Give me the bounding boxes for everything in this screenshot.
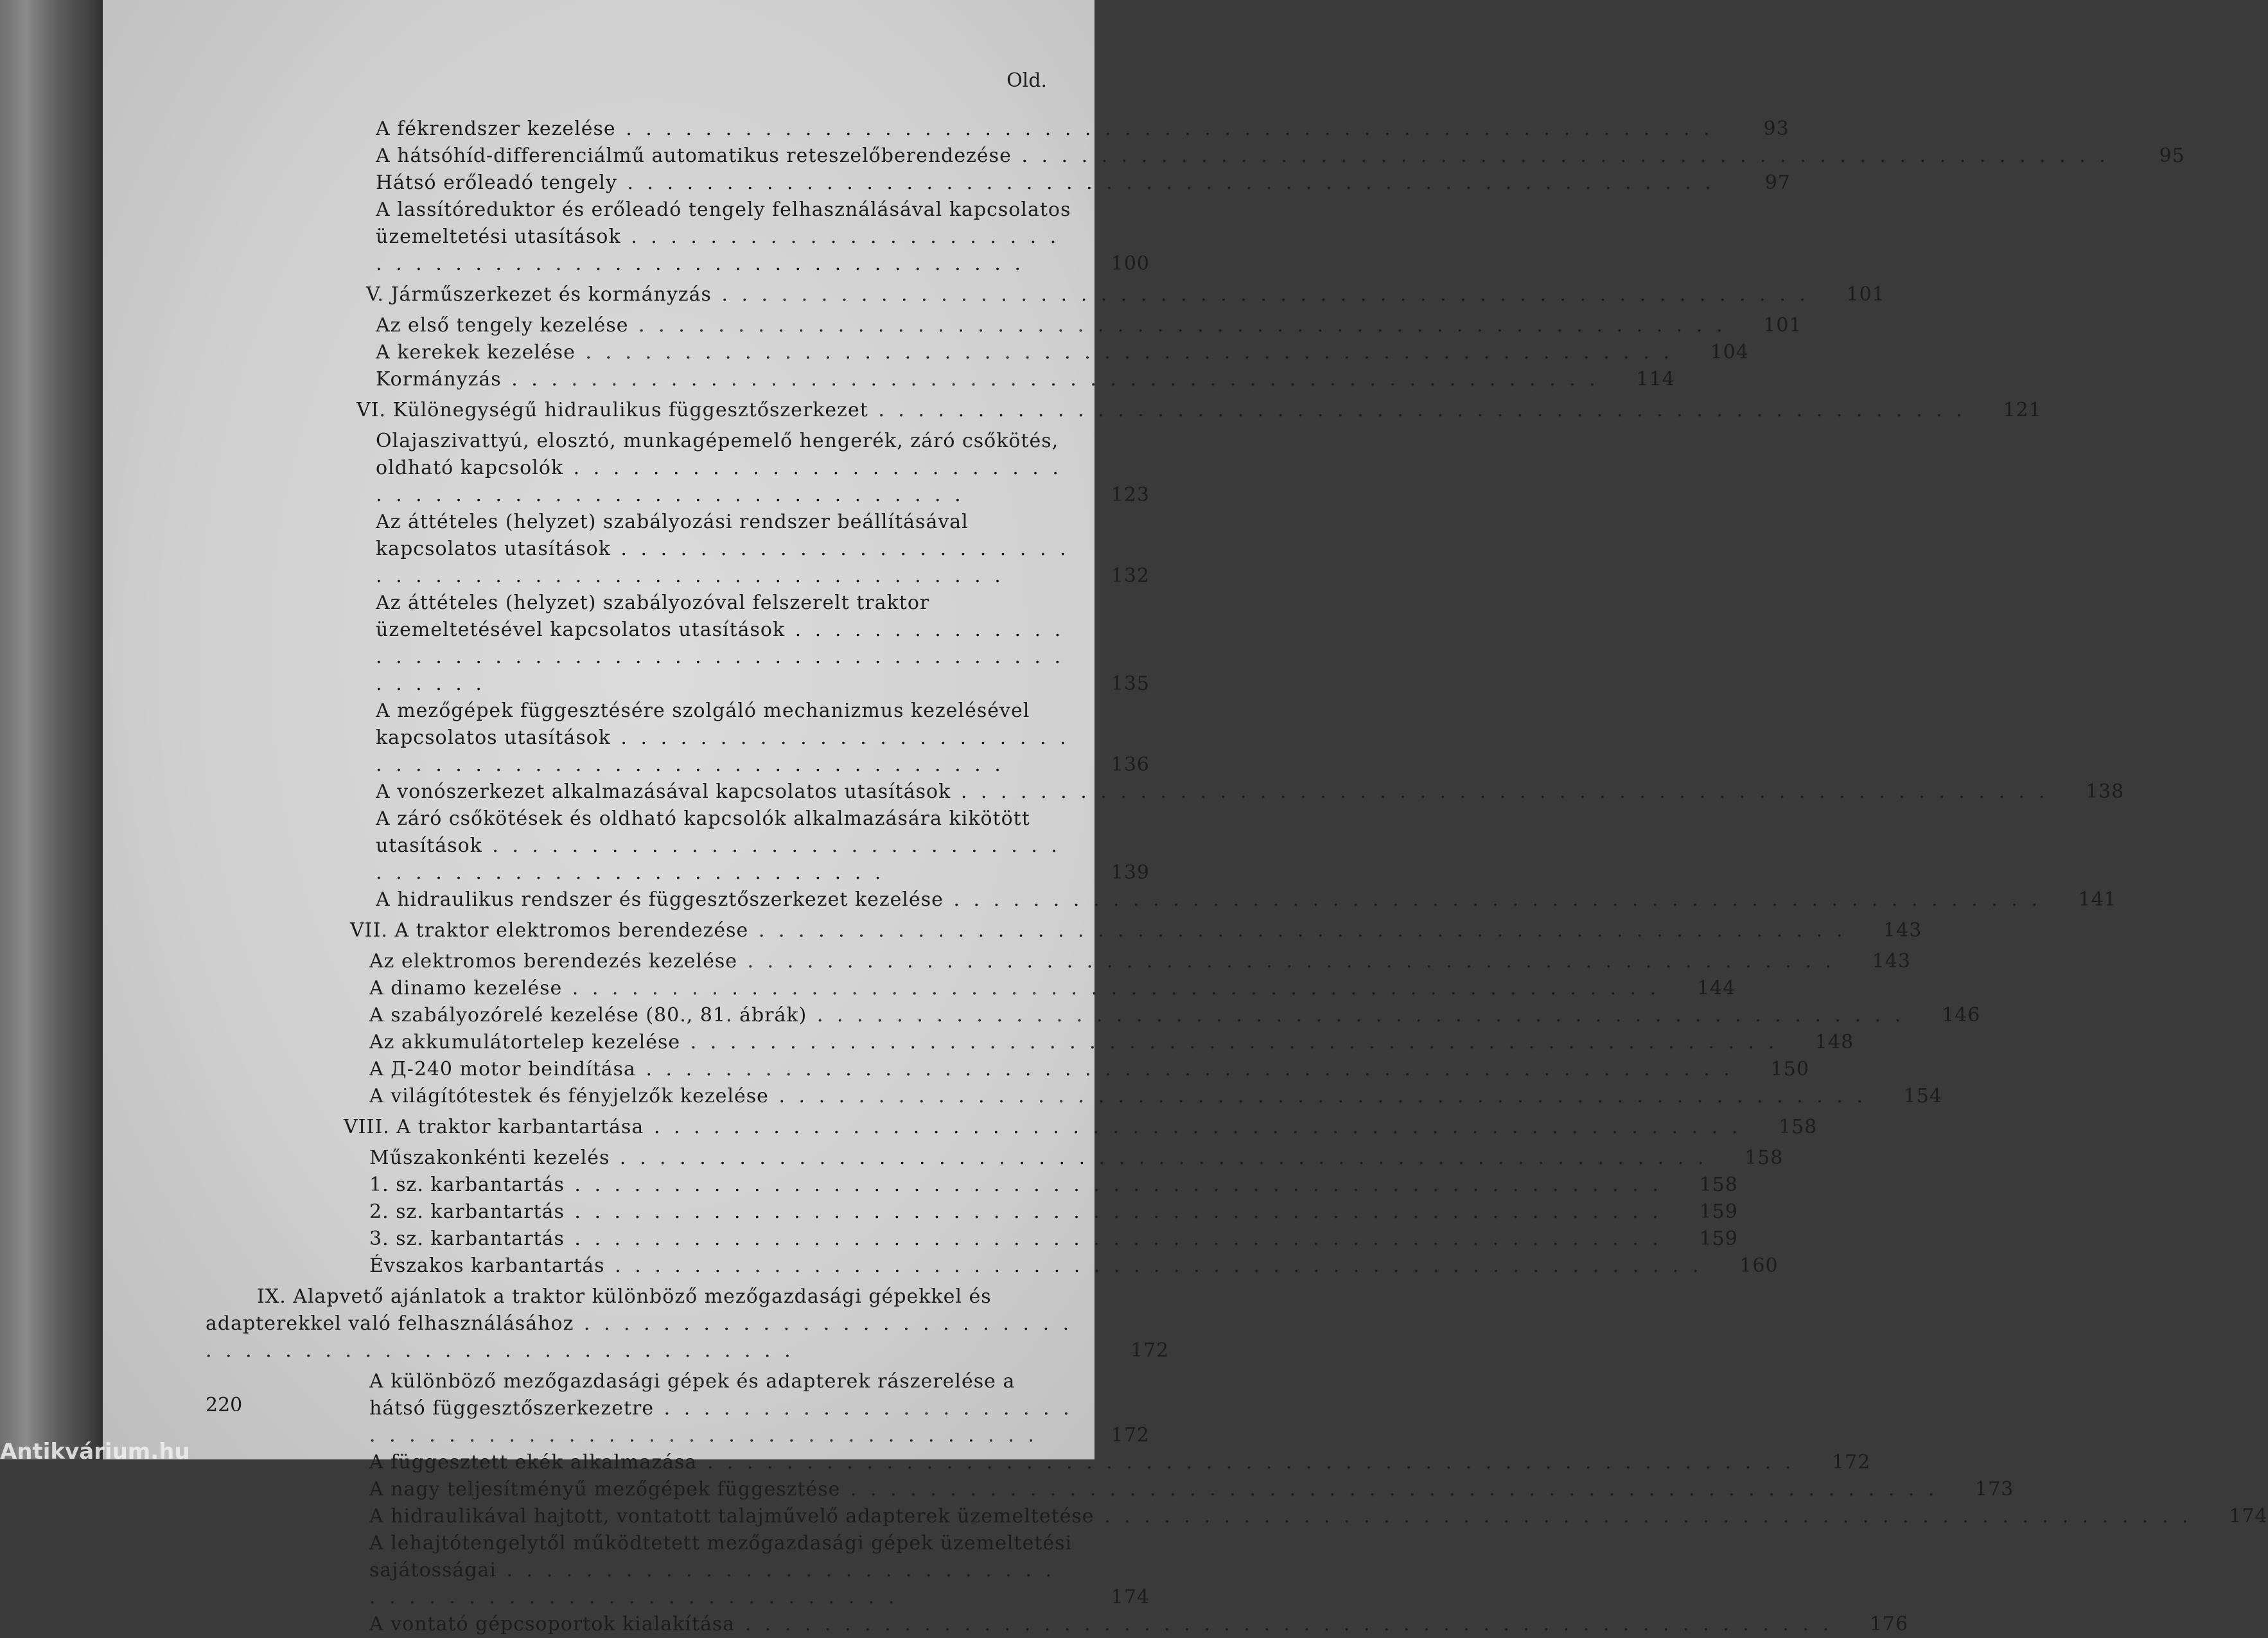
toc-entry: A vontató gépcsoportok kialakítása . . . 176 xyxy=(206,1611,1150,1638)
table-of-contents xyxy=(206,116,2268,1638)
toc-entry: A lassítóreduktor és erőleadó tengely felhasználásával kapcsolatos üzemeltetési utasítások . . . 100 xyxy=(206,197,1150,277)
toc-entry: A vonószerkezet alkalmazásával kapcsolatos utasítások . . . 138 xyxy=(206,779,1150,806)
toc-entry: Évszakos karbantartás . . . 160 xyxy=(206,1253,1150,1280)
toc-chapter: VIII. A traktor karbantartása . . . 158 xyxy=(206,1114,1150,1141)
toc-entry: Műszakonkénti kezelés . . . 158 xyxy=(206,1145,1150,1172)
toc-entry: 3. sz. karbantartás . . . 159 xyxy=(206,1226,1150,1253)
toc-entry: A mezőgépek függesztésére szolgáló mechanizmus kezelésével kapcsolatos utasítások . . . 136 xyxy=(206,698,1150,779)
toc-entry: A hidraulikus rendszer és függesztőszerkezet kezelése . . . 141 xyxy=(206,886,1150,913)
toc-entry: A világítótestek és fényjelzők kezelése . . . 154 xyxy=(206,1083,1150,1110)
page-number: 220 xyxy=(206,1394,243,1416)
watermark: Antikvárium.hu xyxy=(0,1439,190,1465)
toc-entry: A hidraulikával hajtott, vontatott talajművelő adapterek üzemeltetése . . . 174 xyxy=(206,1503,1150,1530)
bleed-through-text xyxy=(841,58,1111,96)
toc-entry: A dinamo kezelése . . . 144 xyxy=(206,975,1150,1002)
toc-chapter: IX. Alapvető ajánlatok a traktor különböző mezőgazdasági gépekkel és adapterekkel való felhasználásához . . . 172 xyxy=(206,1283,1150,1364)
toc-chapter: V. Járműszerkezet és kormányzás . . . 101 xyxy=(206,281,1150,308)
book-page xyxy=(103,0,2268,1635)
toc-entry: A kerekek kezelése . . . 104 xyxy=(206,339,1150,366)
toc-entry: Hátsó erőleadó tengely . . . 97 xyxy=(206,170,1150,197)
toc-entry: 1. sz. karbantartás . . . 158 xyxy=(206,1172,1150,1199)
toc-entry: A záró csőkötések és oldható kapcsolók alkalmazására kikötött utasítások . . . 139 xyxy=(206,806,1150,886)
toc-entry: A lehajtótengelytől működtetett mezőgazdasági gépek üzemeltetési sajátosságai . . . 174 xyxy=(206,1530,1150,1611)
toc-entry: Kormányzás . . . 114 xyxy=(206,366,1150,393)
toc-entry: Az elektromos berendezés kezelése . . . 143 xyxy=(206,948,1150,975)
toc-entry: A nagy teljesítményű mezőgépek függesztése . . . 173 xyxy=(206,1476,1150,1503)
toc-entry: Az első tengely kezelése . . . 101 xyxy=(206,312,1150,339)
toc-chapter: VII. A traktor elektromos berendezése . . . 143 xyxy=(206,917,1150,944)
toc-entry: A fékrendszer kezelése . . . 93 xyxy=(206,116,1150,143)
toc-entry: A különböző mezőgazdasági gépek és adapterek rászerelése a hátsó függesztőszerkezetre . . . 172 xyxy=(206,1368,1150,1449)
page-column-label: Old. xyxy=(1007,69,1047,92)
toc-entry: Az akkumulátortelep kezelése . . . 148 xyxy=(206,1029,1150,1056)
toc-entry: Olajaszivattyú, elosztó, munkagépemelő hengerék, záró csőkötés, oldható kapcsolók . . . 123 xyxy=(206,428,1150,509)
toc-chapter: VI. Különegységű hidraulikus függesztőszerkezet . . . 121 xyxy=(206,397,1150,424)
toc-entry: A függesztett ekék alkalmazása . . . 172 xyxy=(206,1449,1150,1476)
toc-entry: 2. sz. karbantartás . . . 159 xyxy=(206,1199,1150,1226)
toc-entry: A szabályozórelé kezelése (80., 81. ábrák) . . . 146 xyxy=(206,1002,1150,1029)
book-binding-shadow xyxy=(0,0,106,1459)
toc-entry: A Д-240 motor beindítása . . . 150 xyxy=(206,1056,1150,1083)
toc-entry: Az áttételes (helyzet) szabályozási rendszer beállításával kapcsolatos utasítások . . . 132 xyxy=(206,509,1150,590)
toc-entry: A hátsóhíd-differenciálmű automatikus reteszelőberendezése . . . 95 xyxy=(206,143,1150,170)
toc-entry: Az áttételes (helyzet) szabályozóval felszerelt traktor üzemeltetésével kapcsolatos utasítások . . . 135 xyxy=(206,590,1150,698)
